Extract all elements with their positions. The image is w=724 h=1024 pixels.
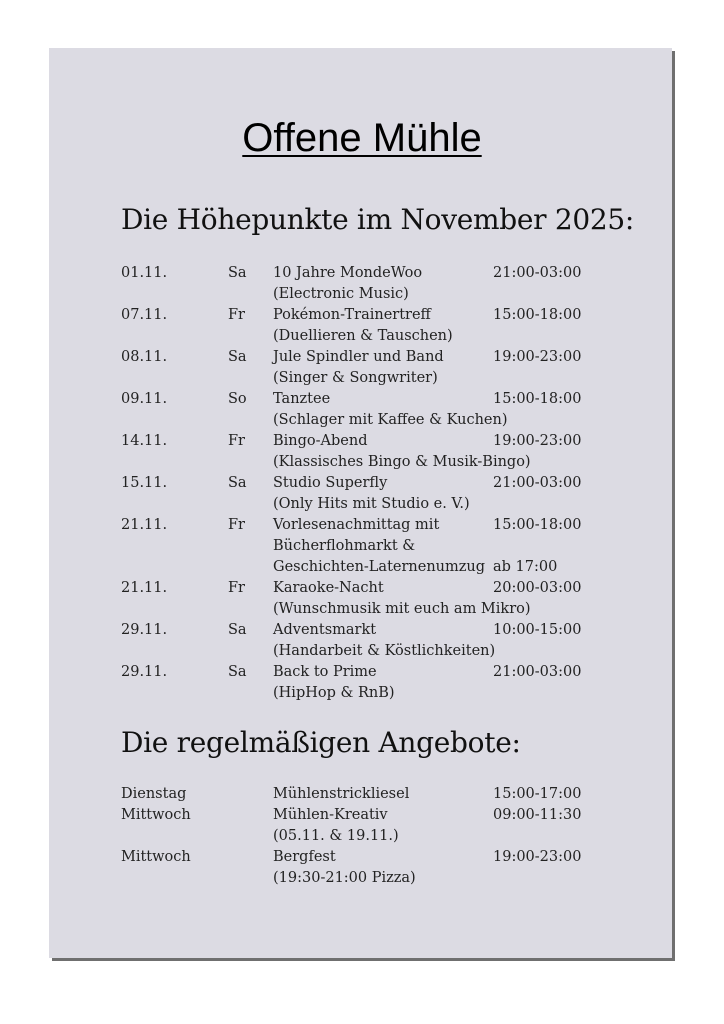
regular-description [273,805,399,847]
event-date: 29.11. [121,622,168,638]
event-time: 19:00-23:00 [493,349,582,365]
regular-heading: Die regelmäßigen Angebote: [121,726,521,759]
event-time: 15:00-18:00 [493,307,582,323]
event-title: Karaoke-Nacht [273,580,384,596]
event-title: Vorlesenachmittag mit [273,517,440,533]
event-title: Bingo-Abend [273,433,368,449]
event-description [273,620,495,662]
regular-time: 09:00-11:30 [493,807,582,823]
event-time: 20:00-03:00 [493,580,582,596]
event-subtitle: (Schlager mit Kaffee & Kuchen) [273,412,508,428]
event-title: 10 Jahre MondeWoo [273,265,423,281]
event-day: Sa [228,475,247,491]
event-description [273,515,485,578]
event-day: Fr [228,307,245,323]
event-title: Adventsmarkt [273,622,377,638]
regular-subtitle: (05.11. & 19.11.) [273,828,399,844]
event-subtitle: (Duellieren & Tauschen) [273,328,453,344]
event-title: Tanztee [273,391,331,407]
event-description [273,263,422,305]
regular-title: Mühlenstrickliesel [273,786,410,802]
event-date: 01.11. [121,265,168,281]
regular-time: 15:00-17:00 [493,786,582,802]
event-subtitle: (Wunschmusik mit euch am Mikro) [273,601,531,617]
event-day: Sa [228,349,247,365]
highlights-heading: Die Höhepunkte im November 2025: [121,203,635,236]
event-time: 15:00-18:00 [493,391,582,407]
event-day: Sa [228,664,247,680]
event-subtitle: (HipHop & RnB) [273,685,395,701]
event-day: Fr [228,517,245,533]
event-description [273,578,531,620]
event-date: 21.11. [121,517,168,533]
event-day: Fr [228,433,245,449]
event-description [273,431,531,473]
event-description [273,389,508,431]
event-subtitle: (Singer & Songwriter) [273,370,438,386]
event-date: 29.11. [121,664,168,680]
page-title: Offene Mühle [242,116,482,160]
regular-day: Dienstag [121,786,187,802]
event-title-line-3: Geschichten-Laternenumzug [273,559,486,575]
regular-time: 19:00-23:00 [493,849,582,865]
event-subtitle: (Electronic Music) [273,286,409,302]
event-title: Back to Prime [273,664,377,680]
event-description [273,347,444,389]
event-time-secondary: ab 17:00 [493,559,558,575]
event-date: 07.11. [121,307,168,323]
event-title: Jule Spindler und Band [273,349,444,365]
event-time: 15:00-18:00 [493,517,582,533]
event-time: 21:00-03:00 [493,475,582,491]
event-subtitle: (Only Hits mit Studio e. V.) [273,496,470,512]
event-description [273,305,453,347]
regular-subtitle: (19:30-21:00 Pizza) [273,870,416,886]
event-day: Sa [228,265,247,281]
event-description [273,662,395,704]
event-date: 09.11. [121,391,168,407]
event-time: 21:00-03:00 [493,265,582,281]
regular-title: Bergfest [273,849,336,865]
event-time: 19:00-23:00 [493,433,582,449]
event-subtitle: (Handarbeit & Köstlichkeiten) [273,643,496,659]
regular-day: Mittwoch [121,849,191,865]
event-time: 21:00-03:00 [493,664,582,680]
event-time: 10:00-15:00 [493,622,582,638]
regular-title: Mühlen-Kreativ [273,807,388,823]
event-title-line-2: Bücherflohmarkt & [273,538,416,554]
regular-description [273,847,416,889]
event-date: 08.11. [121,349,168,365]
event-day: Fr [228,580,245,596]
event-subtitle: (Klassisches Bingo & Musik-Bingo) [273,454,531,470]
event-day: Sa [228,622,247,638]
event-day: So [228,391,247,407]
regular-description [273,784,409,805]
event-title: Studio Superfly [273,475,388,491]
event-date: 15.11. [121,475,168,491]
event-title: Pokémon-Trainertreff [273,307,431,323]
event-date: 21.11. [121,580,168,596]
regular-day: Mittwoch [121,807,191,823]
event-description [273,473,470,515]
event-date: 14.11. [121,433,168,449]
